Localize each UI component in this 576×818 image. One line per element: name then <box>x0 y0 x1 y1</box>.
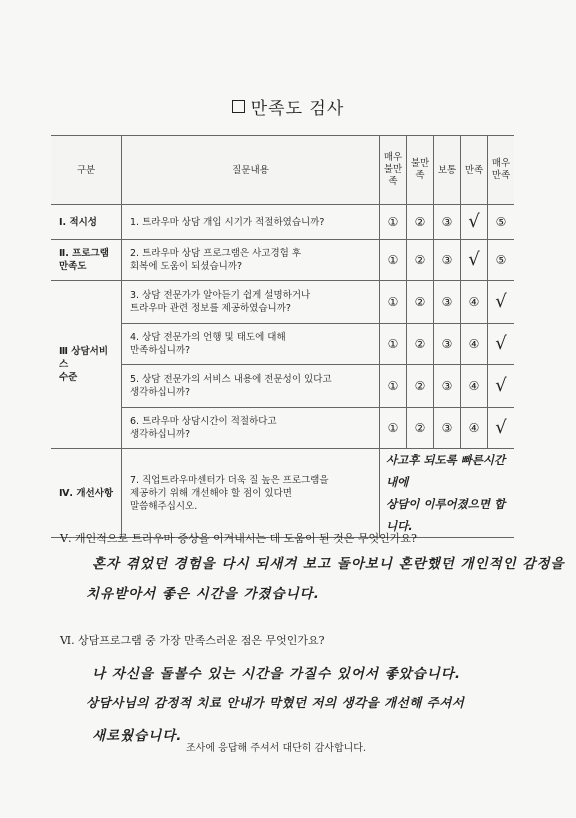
question-cell: 4. 상담 전문가의 언행 및 태도에 대해 만족하십니까? <box>122 324 380 365</box>
section5-question: Ⅴ. 개인적으로 트라우마 증상을 이겨내시는 데 도움이 된 것은 무엇인가요? <box>60 532 417 545</box>
question-cell: 3. 상담 전문가가 알아듣기 쉽게 설명하거나 트라우마 관련 정보를 제공하였습니까? <box>122 281 380 324</box>
rating-checked[interactable] <box>488 365 515 408</box>
rating-option[interactable]: ② <box>407 324 434 365</box>
question-cell: 2. 트라우마 상담 프로그램은 사고경험 후 회복에 도움이 되셨습니까? <box>122 240 380 281</box>
page-title: 만족도 검사 <box>0 94 576 119</box>
check-mark-icon: √ <box>468 248 480 270</box>
header-very-satisfied: 매우 만족 <box>488 136 515 205</box>
question-cell: 6. 트라우마 상담시간이 적절하다고 생각하십니까? <box>122 408 380 449</box>
rating-checked[interactable] <box>488 281 515 324</box>
rating-option[interactable]: ① <box>380 324 407 365</box>
improvement-answer: 사고후 되도록 빠른시간내에 상담이 이루어졌으면 합니다. <box>380 449 515 538</box>
header-question: 질문내용 <box>122 136 380 205</box>
rating-option[interactable]: ③ <box>434 205 461 240</box>
section5-answer-line-2: 치유받아서 좋은 시간을 가졌습니다. <box>86 586 320 602</box>
check-mark-icon: √ <box>468 210 480 232</box>
rating-option[interactable]: ③ <box>434 240 461 281</box>
table-row <box>51 205 514 240</box>
header-dissatisfied: 불만 족 <box>407 136 434 205</box>
rating-option[interactable]: ③ <box>434 281 461 324</box>
category-cell: Ⅲ 상담서비스 수준 <box>51 281 122 449</box>
rating-checked[interactable] <box>461 240 488 281</box>
rating-option[interactable]: ③ <box>434 365 461 408</box>
rating-option[interactable]: ① <box>380 205 407 240</box>
check-mark-icon: √ <box>495 290 507 312</box>
rating-option[interactable]: ② <box>407 205 434 240</box>
rating-option[interactable]: ① <box>380 281 407 324</box>
rating-option[interactable]: ③ <box>434 408 461 449</box>
section5-answer-line-1: 혼자 겪었던 경험을 다시 되새겨 보고 돌아보니 혼란했던 개인적인 감정을 <box>92 556 565 572</box>
survey-table <box>51 135 514 538</box>
rating-checked[interactable] <box>488 324 515 365</box>
table-row <box>51 281 514 324</box>
category-cell: Ⅰ. 적시성 <box>51 205 122 240</box>
rating-checked[interactable] <box>461 205 488 240</box>
section6-answer-line-2: 상담사님의 감정적 치료 안내가 막혔던 저의 생각을 개선해 주셔서 <box>86 695 465 710</box>
rating-option[interactable]: ② <box>407 365 434 408</box>
table-row <box>51 240 514 281</box>
question-cell: 7. 직업트라우마센터가 더욱 질 높은 프로그램을 제공하기 위해 개선해야 할 점이 있다면 말씀해주십시오. <box>122 449 380 538</box>
rating-option[interactable]: ② <box>407 408 434 449</box>
section6-answer-line-3: 새로웠습니다. <box>92 728 183 744</box>
rating-option[interactable]: ② <box>407 281 434 324</box>
rating-option[interactable]: ① <box>380 408 407 449</box>
check-mark-icon: √ <box>495 374 507 396</box>
check-mark-icon: √ <box>495 332 507 354</box>
table-row-improvement <box>51 449 514 538</box>
rating-option[interactable]: ③ <box>434 324 461 365</box>
section6-question: Ⅵ. 상담프로그램 중 가장 만족스러운 점은 무엇인가요? <box>60 634 325 647</box>
footer-thanks: 조사에 응답해 주셔서 대단히 감사합니다. <box>186 743 367 754</box>
header-very-dissatisfied: 매우 불만 족 <box>380 136 407 205</box>
rating-checked[interactable] <box>488 408 515 449</box>
header-category: 구분 <box>51 136 122 205</box>
header-neutral: 보통 <box>434 136 461 205</box>
rating-option[interactable]: ① <box>380 240 407 281</box>
rating-option[interactable]: ② <box>407 240 434 281</box>
table-header-row <box>51 136 514 205</box>
rating-option[interactable]: ① <box>380 365 407 408</box>
rating-option[interactable]: ⑤ <box>488 240 515 281</box>
category-cell: Ⅳ. 개선사항 <box>51 449 122 538</box>
checkbox-square-icon <box>232 100 245 113</box>
rating-option[interactable]: ⑤ <box>488 205 515 240</box>
question-cell: 5. 상담 전문가의 서비스 내용에 전문성이 있다고 생각하십니까? <box>122 365 380 408</box>
section6-answer-line-1: 나 자신을 돌볼수 있는 시간을 가질수 있어서 좋았습니다. <box>92 666 461 682</box>
rating-option[interactable]: ④ <box>461 324 488 365</box>
check-mark-icon: √ <box>495 416 507 438</box>
rating-option[interactable]: ④ <box>461 365 488 408</box>
rating-option[interactable]: ④ <box>461 281 488 324</box>
header-satisfied: 만족 <box>461 136 488 205</box>
question-cell: 1. 트라우마 상담 개입 시기가 적절하였습니까? <box>122 205 380 240</box>
category-cell: Ⅱ. 프로그램 만족도 <box>51 240 122 281</box>
rating-option[interactable]: ④ <box>461 408 488 449</box>
